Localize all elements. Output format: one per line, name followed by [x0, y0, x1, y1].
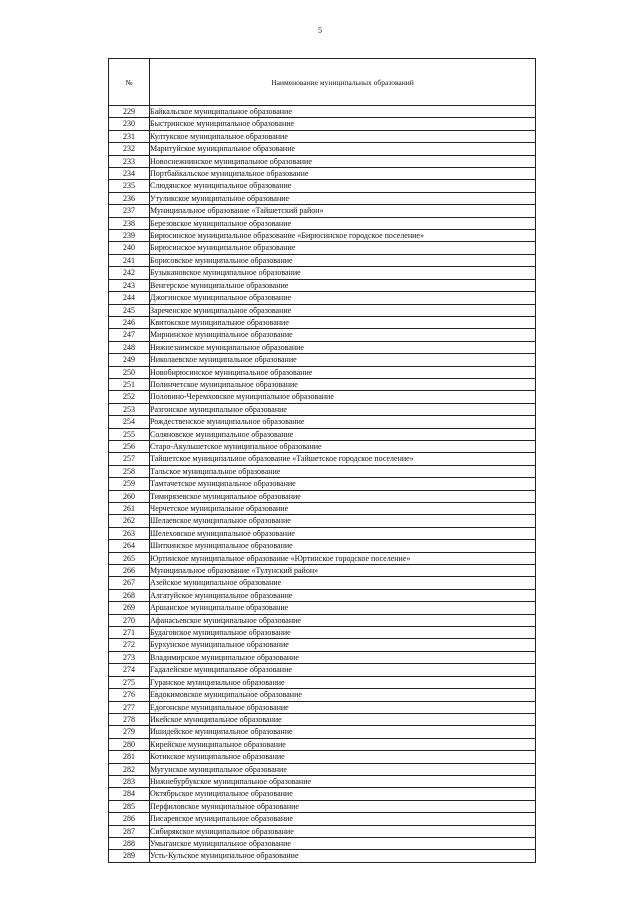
row-number: 246	[109, 316, 150, 328]
municipality-name: Новобирюсинское муниципальное образование	[150, 366, 536, 378]
row-number: 259	[109, 478, 150, 490]
row-number: 286	[109, 813, 150, 825]
table-row	[109, 701, 536, 713]
table-body	[109, 106, 536, 863]
row-number: 245	[109, 304, 150, 316]
table-row	[109, 689, 536, 701]
table-row	[109, 205, 536, 217]
table-row	[109, 614, 536, 626]
municipality-name: Портбайкальское муниципальное образование	[150, 168, 536, 180]
municipality-name: Зареченское муниципальное образование	[150, 304, 536, 316]
municipality-name: Борисовское муниципальное образование	[150, 254, 536, 266]
row-number: 268	[109, 589, 150, 601]
table-row	[109, 664, 536, 676]
municipality-name: Маритуйское муниципальное образование	[150, 143, 536, 155]
row-number: 277	[109, 701, 150, 713]
table-row	[109, 106, 536, 118]
table-row	[109, 143, 536, 155]
table-row	[109, 192, 536, 204]
table-row	[109, 726, 536, 738]
municipality-name: Бирюсинское муниципальное образование	[150, 242, 536, 254]
table-row	[109, 242, 536, 254]
row-number: 253	[109, 403, 150, 415]
row-number: 287	[109, 825, 150, 837]
table-row	[109, 651, 536, 663]
municipality-name: Николаевское муниципальное образование	[150, 354, 536, 366]
row-number: 254	[109, 416, 150, 428]
table-row	[109, 627, 536, 639]
row-number: 271	[109, 627, 150, 639]
table-row	[109, 453, 536, 465]
municipality-name: Байкальское муниципальное образование	[150, 106, 536, 118]
table-row	[109, 800, 536, 812]
row-number: 252	[109, 391, 150, 403]
row-number: 270	[109, 614, 150, 626]
table-row	[109, 465, 536, 477]
row-number: 255	[109, 428, 150, 440]
table-row	[109, 354, 536, 366]
page-number: 5	[318, 26, 322, 35]
table-row	[109, 565, 536, 577]
municipality-name: Афанасьевское муниципальное образование	[150, 614, 536, 626]
table-row	[109, 378, 536, 390]
municipality-name: Черчетское муниципальное образование	[150, 503, 536, 515]
table-row	[109, 515, 536, 527]
row-number: 283	[109, 775, 150, 787]
row-number: 244	[109, 292, 150, 304]
municipality-name: Рождественское муниципальное образование	[150, 416, 536, 428]
table-row	[109, 478, 536, 490]
row-number: 264	[109, 540, 150, 552]
municipality-name: Юртинское муниципальное образование «Юртинское городское поселение»	[150, 552, 536, 564]
row-number: 233	[109, 155, 150, 167]
row-number: 236	[109, 192, 150, 204]
municipality-name: Муниципальное образование «Тайшетский район»	[150, 205, 536, 217]
municipality-name: Слюдянское муниципальное образование	[150, 180, 536, 192]
table-row	[109, 763, 536, 775]
table-row	[109, 490, 536, 502]
municipality-name: Азейское муниципальное образование	[150, 577, 536, 589]
row-number: 232	[109, 143, 150, 155]
row-number: 274	[109, 664, 150, 676]
row-number: 272	[109, 639, 150, 651]
table-row	[109, 503, 536, 515]
table-row	[109, 118, 536, 130]
municipalities-table	[108, 58, 536, 863]
row-number: 234	[109, 168, 150, 180]
municipality-name: Быстринское муниципальное образование	[150, 118, 536, 130]
row-number: 265	[109, 552, 150, 564]
table-row	[109, 279, 536, 291]
table-row	[109, 540, 536, 552]
municipality-name: Сибирякское муниципальное образование	[150, 825, 536, 837]
municipality-name: Квитокское муниципальное образование	[150, 316, 536, 328]
row-number: 279	[109, 726, 150, 738]
row-number: 261	[109, 503, 150, 515]
table-row	[109, 416, 536, 428]
row-number: 238	[109, 217, 150, 229]
table-row	[109, 738, 536, 750]
table-row	[109, 230, 536, 242]
table-row	[109, 589, 536, 601]
table-row	[109, 639, 536, 651]
table-header-row	[109, 59, 536, 106]
table-row	[109, 341, 536, 353]
table-row	[109, 813, 536, 825]
row-number: 262	[109, 515, 150, 527]
row-number: 263	[109, 527, 150, 539]
row-number: 273	[109, 651, 150, 663]
row-number: 239	[109, 230, 150, 242]
row-number: 258	[109, 465, 150, 477]
municipality-name: Бирюсинское муниципальное образование «Бирюсинское городское поселение»	[150, 230, 536, 242]
municipality-name: Шелаевское муниципальное образование	[150, 515, 536, 527]
table-row	[109, 217, 536, 229]
municipality-name: Октябрьское муниципальное образование	[150, 788, 536, 800]
row-number: 237	[109, 205, 150, 217]
municipality-name: Соляновское муниципальное образование	[150, 428, 536, 440]
table-row	[109, 180, 536, 192]
table-row	[109, 825, 536, 837]
municipality-name: Алгатуйское муниципальное образование	[150, 589, 536, 601]
row-number: 240	[109, 242, 150, 254]
row-number: 284	[109, 788, 150, 800]
municipality-name: Муниципальное образование «Тулунский район»	[150, 565, 536, 577]
table-row	[109, 602, 536, 614]
row-number: 285	[109, 800, 150, 812]
row-number: 249	[109, 354, 150, 366]
municipality-name: Тимирязевское муниципальное образование	[150, 490, 536, 502]
table-row	[109, 316, 536, 328]
row-number: 260	[109, 490, 150, 502]
municipality-name: Тальское муниципальное образование	[150, 465, 536, 477]
row-number: 250	[109, 366, 150, 378]
municipality-name: Владимирское муниципальное образование	[150, 651, 536, 663]
table-row	[109, 837, 536, 849]
municipality-name: Кирейское муниципальное образование	[150, 738, 536, 750]
row-number: 241	[109, 254, 150, 266]
table-row	[109, 155, 536, 167]
row-number: 266	[109, 565, 150, 577]
row-number: 280	[109, 738, 150, 750]
header-number: №	[109, 59, 150, 106]
table-row	[109, 304, 536, 316]
table-row	[109, 329, 536, 341]
row-number: 281	[109, 751, 150, 763]
municipality-name: Березовское муниципальное образование	[150, 217, 536, 229]
municipality-name: Джогинское муниципальное образование	[150, 292, 536, 304]
municipality-name: Усть-Кульское муниципальное образование	[150, 850, 536, 862]
municipality-name: Шиткинское муниципальное образование	[150, 540, 536, 552]
municipality-name: Мирнинское муниципальное образование	[150, 329, 536, 341]
municipality-name: Бузыкановское муниципальное образование	[150, 267, 536, 279]
row-number: 243	[109, 279, 150, 291]
header-name: Наименование муниципальных образований	[150, 59, 536, 106]
row-number: 231	[109, 130, 150, 142]
row-number: 282	[109, 763, 150, 775]
table-row	[109, 552, 536, 564]
municipality-name: Тамтачетское муниципальное образование	[150, 478, 536, 490]
municipality-name: Култукское муниципальное образование	[150, 130, 536, 142]
row-number: 278	[109, 713, 150, 725]
table-row	[109, 788, 536, 800]
row-number: 242	[109, 267, 150, 279]
row-number: 230	[109, 118, 150, 130]
row-number: 275	[109, 676, 150, 688]
municipality-name: Мугунское муниципальное образование	[150, 763, 536, 775]
municipality-name: Разгонское муниципальное образование	[150, 403, 536, 415]
municipality-name: Писаревское муниципальное образование	[150, 813, 536, 825]
row-number: 248	[109, 341, 150, 353]
municipality-name: Нижнебурбукское муниципальное образование	[150, 775, 536, 787]
municipality-name: Новоснежнинское муниципальное образование	[150, 155, 536, 167]
municipality-name: Венгерское муниципальное образование	[150, 279, 536, 291]
table-row	[109, 366, 536, 378]
table-row	[109, 713, 536, 725]
table-row	[109, 527, 536, 539]
municipality-name: Бурхунское муниципальное образование	[150, 639, 536, 651]
municipality-name: Умыганское муниципальное образование	[150, 837, 536, 849]
municipality-name: Икейское муниципальное образование	[150, 713, 536, 725]
table-row	[109, 751, 536, 763]
table-row	[109, 775, 536, 787]
table-row	[109, 577, 536, 589]
municipality-name: Перфиловское муниципальное образование	[150, 800, 536, 812]
table-row	[109, 440, 536, 452]
municipality-name: Будаговское муниципальное образование	[150, 627, 536, 639]
municipality-name: Тайшетское муниципальное образование «Тайшетское городское поселение»	[150, 453, 536, 465]
table-row	[109, 428, 536, 440]
municipality-name: Шелеховское муниципальное образование	[150, 527, 536, 539]
row-number: 256	[109, 440, 150, 452]
municipality-name: Едогонское муниципальное образование	[150, 701, 536, 713]
table-row	[109, 850, 536, 862]
table-row	[109, 292, 536, 304]
municipality-name: Половино-Черемховское муниципальное образование	[150, 391, 536, 403]
row-number: 247	[109, 329, 150, 341]
row-number: 288	[109, 837, 150, 849]
row-number: 267	[109, 577, 150, 589]
table-row	[109, 391, 536, 403]
row-number: 251	[109, 378, 150, 390]
row-number: 289	[109, 850, 150, 862]
row-number: 257	[109, 453, 150, 465]
table-row	[109, 676, 536, 688]
table-row	[109, 254, 536, 266]
municipality-name: Ишидейское муниципальное образование	[150, 726, 536, 738]
municipality-name: Гуранское муниципальное образование	[150, 676, 536, 688]
row-number: 235	[109, 180, 150, 192]
municipality-name: Утуликское муниципальное образование	[150, 192, 536, 204]
municipality-name: Аршанское муниципальное образование	[150, 602, 536, 614]
row-number: 229	[109, 106, 150, 118]
municipality-name: Котикское муниципальное образование	[150, 751, 536, 763]
table-row	[109, 168, 536, 180]
row-number: 276	[109, 689, 150, 701]
table-row	[109, 267, 536, 279]
municipality-name: Нижнезаимское муниципальное образование	[150, 341, 536, 353]
municipality-name: Полинчетское муниципальное образование	[150, 378, 536, 390]
municipality-name: Гадалейское муниципальное образование	[150, 664, 536, 676]
municipality-name: Старо-Акульшетское муниципальное образование	[150, 440, 536, 452]
municipality-name: Евдокимовское муниципальное образование	[150, 689, 536, 701]
row-number: 269	[109, 602, 150, 614]
table-row	[109, 403, 536, 415]
table-row	[109, 130, 536, 142]
